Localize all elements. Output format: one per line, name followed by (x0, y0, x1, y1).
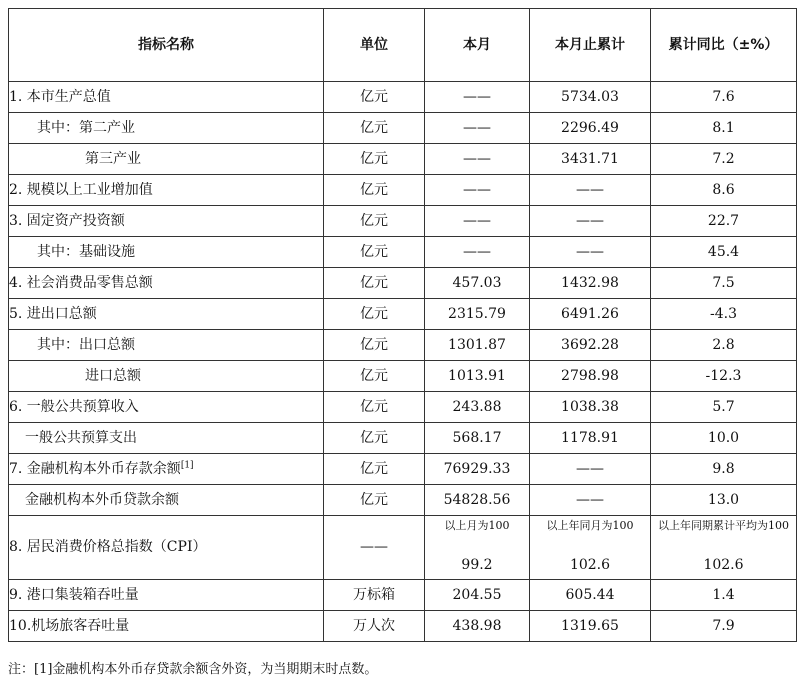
yoy-value: 10.0 (651, 423, 797, 454)
cumulative-value: 102.6 (569, 556, 611, 573)
indicator-name: 金融机构本外币贷款余额 (9, 485, 324, 516)
table-row (9, 485, 797, 516)
unit-cell: 亿元 (324, 206, 425, 237)
cpi-month-cell (425, 516, 530, 580)
month-value: 54828.56 (425, 485, 530, 516)
yoy-value: 2.8 (651, 330, 797, 361)
cumulative-value: 6491.26 (530, 299, 651, 330)
cumulative-value: 5734.03 (530, 82, 651, 113)
cumulative-value: 2296.49 (530, 113, 651, 144)
indicator-name: 1. 本市生产总值 (9, 82, 324, 113)
unit-cell: 亿元 (324, 82, 425, 113)
unit-cell: 亿元 (324, 237, 425, 268)
month-value: 76929.33 (425, 454, 530, 485)
indicator-name: 其中：第二产业 (9, 113, 324, 144)
cumulative-value: 3692.28 (530, 330, 651, 361)
yoy-value: 7.6 (651, 82, 797, 113)
cumulative-value: 1319.65 (530, 611, 651, 642)
indicator-name: 2. 规模以上工业增加值 (9, 175, 324, 206)
cpi-cumulative-base-label: 以上年同月为100 (546, 519, 634, 532)
month-value: —— (425, 144, 530, 175)
yoy-value: 22.7 (651, 206, 797, 237)
month-value: —— (425, 113, 530, 144)
table-row (9, 268, 797, 299)
table-row (9, 454, 797, 485)
cumulative-value: 1432.98 (530, 268, 651, 299)
table-row (9, 144, 797, 175)
cumulative-value: —— (530, 485, 651, 516)
cumulative-value: —— (530, 454, 651, 485)
indicator-name: 其中：基础设施 (9, 237, 324, 268)
table-row (9, 113, 797, 144)
yoy-value: 1.4 (651, 580, 797, 611)
cumulative-value: —— (530, 206, 651, 237)
unit-cell: 亿元 (324, 144, 425, 175)
table-row-cpi (9, 516, 797, 580)
header-yoy: 累计同比（±%） (651, 9, 797, 82)
indicator-name: 其中：出口总额 (9, 330, 324, 361)
month-value: —— (425, 82, 530, 113)
table-row (9, 299, 797, 330)
table-row (9, 175, 797, 206)
month-value: 99.2 (461, 556, 493, 573)
month-value: —— (425, 175, 530, 206)
month-value: 243.88 (425, 392, 530, 423)
yoy-value: 13.0 (651, 485, 797, 516)
indicator-name: 6. 一般公共预算收入 (9, 392, 324, 423)
cumulative-value: 2798.98 (530, 361, 651, 392)
unit-cell: 亿元 (324, 454, 425, 485)
table-row (9, 206, 797, 237)
indicator-name: 10.机场旅客吞吐量 (9, 611, 324, 642)
unit-cell: 亿元 (324, 268, 425, 299)
table-row (9, 580, 797, 611)
month-value: 204.55 (425, 580, 530, 611)
month-value: 2315.79 (425, 299, 530, 330)
yoy-value: 7.5 (651, 268, 797, 299)
table-row (9, 330, 797, 361)
indicator-name: 一般公共预算支出 (9, 423, 324, 454)
unit-cell: 亿元 (324, 423, 425, 454)
table-row (9, 237, 797, 268)
unit-cell: —— (324, 516, 425, 580)
unit-cell: 亿元 (324, 330, 425, 361)
table-footnote: 注：[1]金融机构本外币存贷款余额含外资，为当期期末时点数。 (8, 662, 378, 677)
cumulative-value: 1178.91 (530, 423, 651, 454)
cpi-yoy-base-label: 以上年同期累计平均为100 (658, 519, 789, 532)
yoy-value: 8.6 (651, 175, 797, 206)
unit-cell: 亿元 (324, 175, 425, 206)
unit-cell: 亿元 (324, 113, 425, 144)
month-value: —— (425, 206, 530, 237)
table-body (9, 82, 797, 642)
yoy-value: 5.7 (651, 392, 797, 423)
yoy-value: -12.3 (651, 361, 797, 392)
indicator-name: 5. 进出口总额 (9, 299, 324, 330)
indicator-name: 8. 居民消费价格总指数（CPI） (9, 516, 324, 580)
table-row (9, 611, 797, 642)
month-value: —— (425, 237, 530, 268)
month-value: 457.03 (425, 268, 530, 299)
month-value: 438.98 (425, 611, 530, 642)
cumulative-value: 605.44 (530, 580, 651, 611)
month-value: 1301.87 (425, 330, 530, 361)
cumulative-value: —— (530, 237, 651, 268)
unit-cell: 万人次 (324, 611, 425, 642)
unit-cell: 万标箱 (324, 580, 425, 611)
cpi-month-base-label: 以上月为100 (444, 519, 510, 532)
header-this-month: 本月 (425, 9, 530, 82)
cpi-yoy-cell (651, 516, 797, 580)
unit-cell: 亿元 (324, 485, 425, 516)
indicator-name: 9. 港口集装箱吞吐量 (9, 580, 324, 611)
yoy-value: 45.4 (651, 237, 797, 268)
indicator-name: 7. 金融机构本外币存款余额[1] (9, 454, 324, 485)
yoy-value: -4.3 (651, 299, 797, 330)
cumulative-value: —— (530, 175, 651, 206)
header-indicator-name: 指标名称 (9, 9, 324, 82)
yoy-value: 7.2 (651, 144, 797, 175)
cumulative-value: 3431.71 (530, 144, 651, 175)
table-row (9, 423, 797, 454)
month-value: 1013.91 (425, 361, 530, 392)
indicator-name: 第三产业 (9, 144, 324, 175)
cumulative-value: 1038.38 (530, 392, 651, 423)
statistics-table (8, 8, 797, 642)
table-row (9, 392, 797, 423)
indicator-name: 4. 社会消费品零售总额 (9, 268, 324, 299)
yoy-value: 102.6 (703, 556, 744, 573)
unit-cell: 亿元 (324, 299, 425, 330)
month-value: 568.17 (425, 423, 530, 454)
unit-cell: 亿元 (324, 392, 425, 423)
indicator-name: 进口总额 (9, 361, 324, 392)
yoy-value: 7.9 (651, 611, 797, 642)
yoy-value: 8.1 (651, 113, 797, 144)
footnote-marker: [1] (180, 460, 194, 471)
table-row (9, 82, 797, 113)
cpi-cumulative-cell (530, 516, 651, 580)
indicator-name: 3. 固定资产投资额 (9, 206, 324, 237)
table-header (9, 9, 797, 82)
unit-cell: 亿元 (324, 361, 425, 392)
header-unit: 单位 (324, 9, 425, 82)
header-cumulative: 本月止累计 (530, 9, 651, 82)
table-row (9, 361, 797, 392)
yoy-value: 9.8 (651, 454, 797, 485)
